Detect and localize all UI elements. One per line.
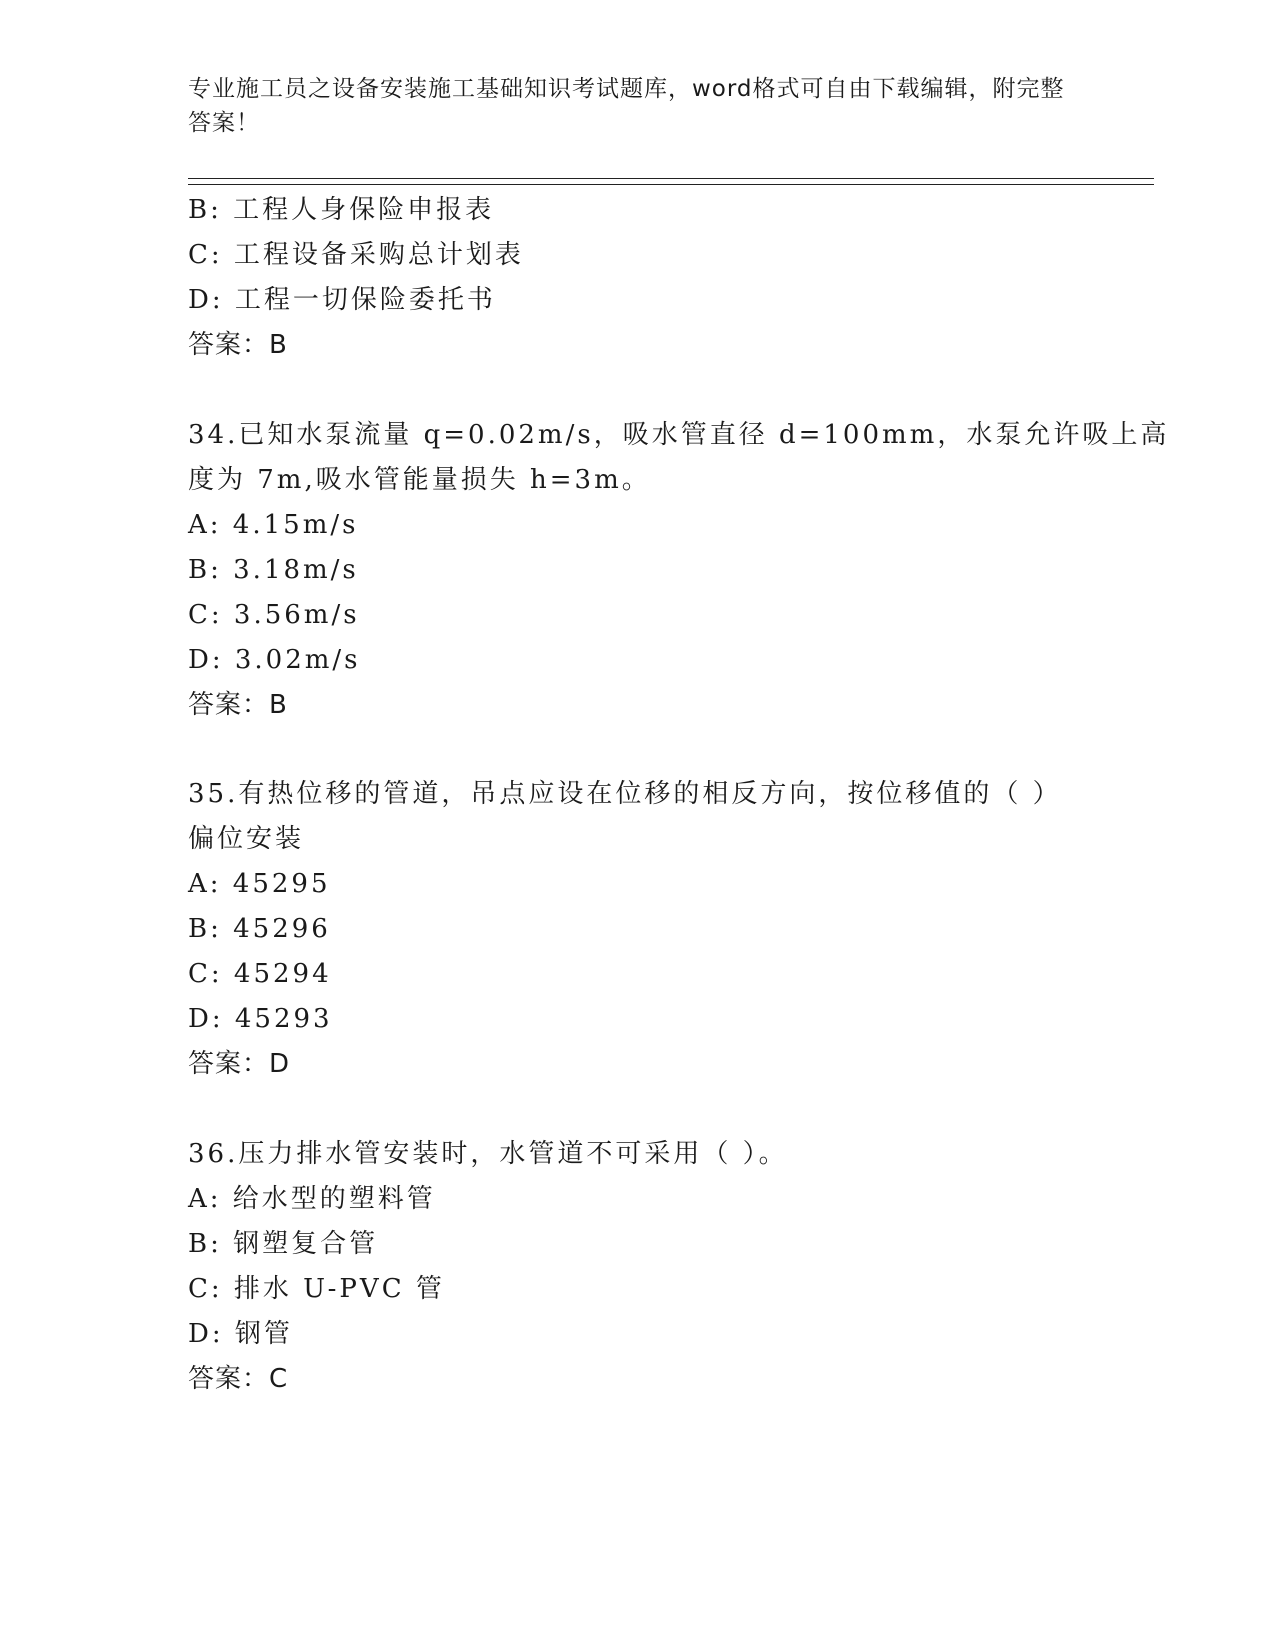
q35-option-d: D: 45293 bbox=[188, 1004, 333, 1034]
q34-option-a: A: 4.15m/s bbox=[188, 510, 359, 540]
q33-option-b: B: 工程人身保险申报表 bbox=[188, 195, 495, 225]
q34-answer: 答案：B bbox=[188, 690, 288, 720]
q34-option-b: B: 3.18m/s bbox=[188, 555, 359, 585]
q35-option-c: C: 45294 bbox=[188, 959, 332, 989]
q36-option-c: C: 排水 U-PVC 管 bbox=[188, 1274, 445, 1304]
q36-stem-line1: 36.压力排水管安装时，水管道不可采用（ ）。 bbox=[188, 1139, 788, 1169]
q34-stem-line2: 度为 7m,吸水管能量损失 h=3m。 bbox=[188, 465, 651, 495]
q35-answer: 答案：D bbox=[188, 1049, 291, 1079]
q34-stem-line1: 34.已知水泵流量 q=0.02m/s，吸水管直径 d=100mm，水泵允许吸上高 bbox=[188, 420, 1170, 450]
q33-option-d: D: 工程一切保险委托书 bbox=[188, 285, 496, 315]
q36-option-d: D: 钢管 bbox=[188, 1319, 293, 1349]
q33-option-c: C: 工程设备采购总计划表 bbox=[188, 240, 524, 270]
header-divider-bottom bbox=[188, 184, 1154, 185]
q35-option-a: A: 45295 bbox=[188, 869, 331, 899]
q34-option-c: C: 3.56m/s bbox=[188, 600, 360, 630]
q35-stem-line1: 35.有热位移的管道，吊点应设在位移的相反方向，按位移值的（ ） bbox=[188, 779, 1062, 809]
header-divider-top bbox=[188, 178, 1154, 179]
q36-option-a: A: 给水型的塑料管 bbox=[188, 1184, 436, 1214]
q33-answer: 答案：B bbox=[188, 330, 288, 360]
q36-option-b: B: 钢塑复合管 bbox=[188, 1229, 379, 1259]
q35-stem-line2: 偏位安装 bbox=[188, 824, 305, 854]
document-header: 专业施工员之设备安装施工基础知识考试题库，word格式可自由下载编辑，附完整答案！ bbox=[188, 76, 1065, 136]
q34-option-d: D: 3.02m/s bbox=[188, 645, 361, 675]
q35-option-b: B: 45296 bbox=[188, 914, 331, 944]
q36-answer: 答案：C bbox=[188, 1364, 289, 1394]
